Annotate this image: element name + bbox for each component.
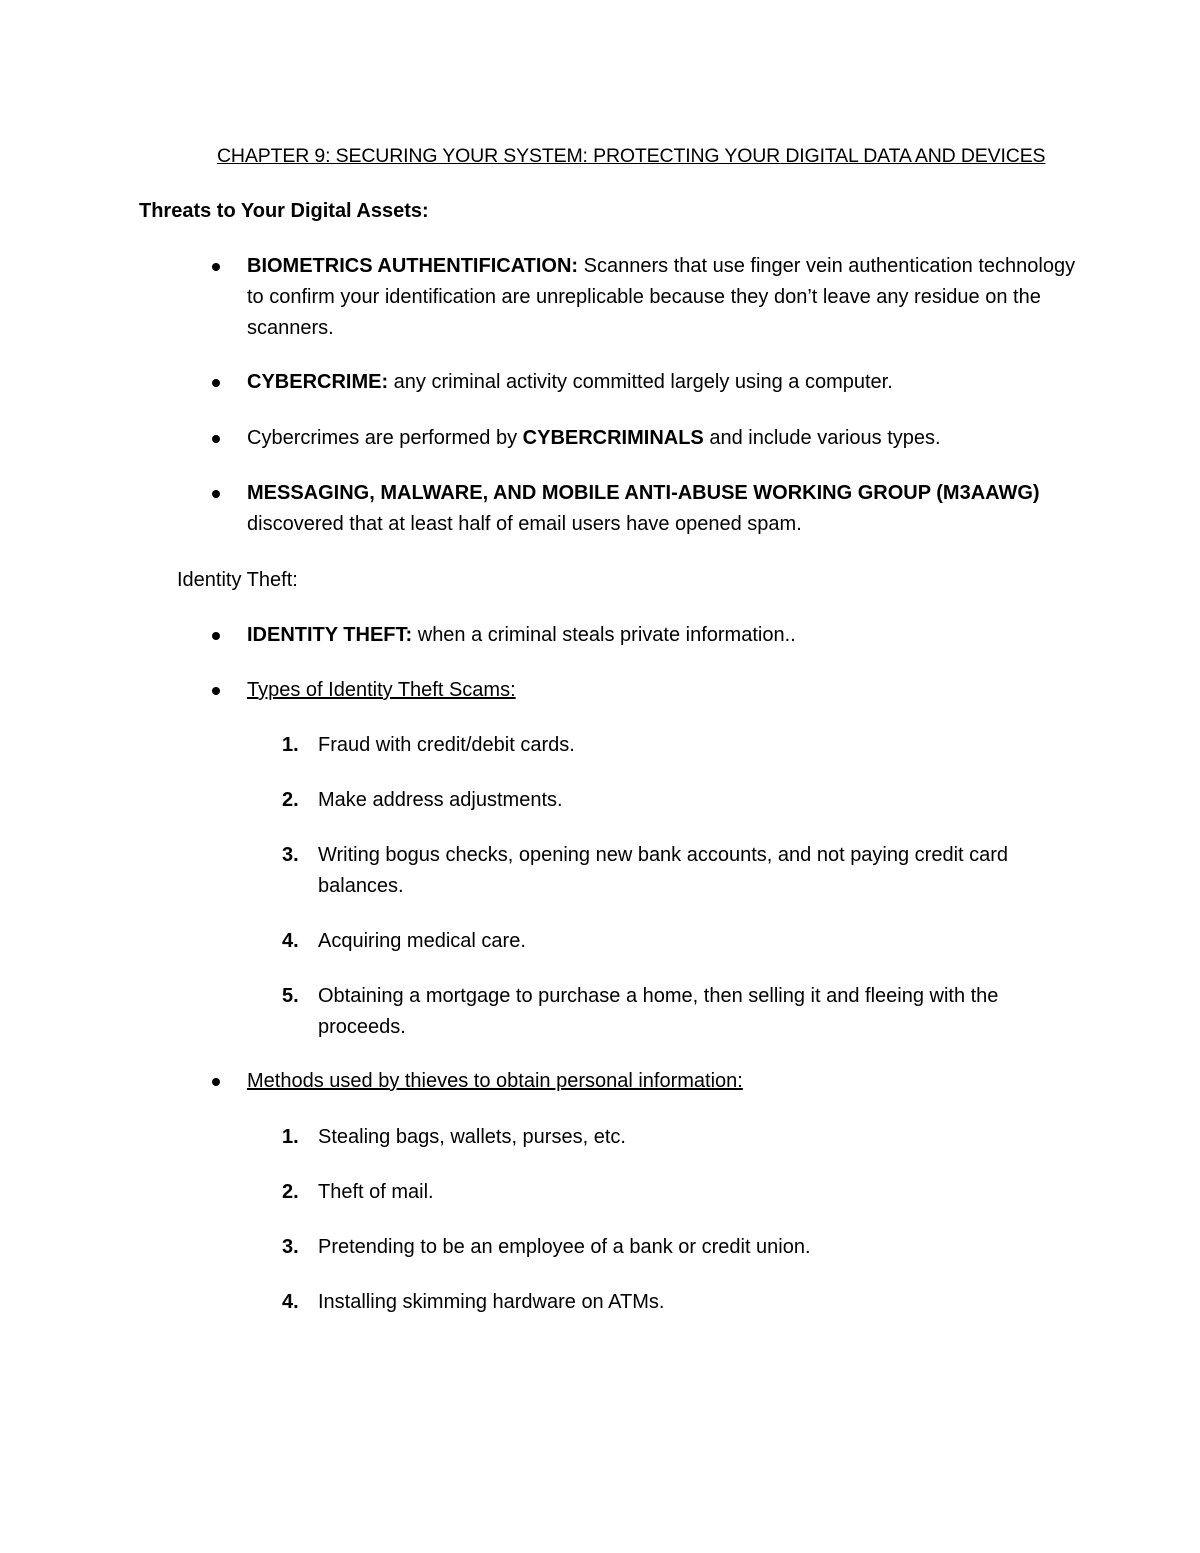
definition: Scanners that use finger vein authentication technology to confirm your identification are unreplicable because they don’t leave any residue on the scanners. <box>247 255 1076 339</box>
definition: any criminal activity committed largely using a computer. <box>388 371 893 393</box>
list-item: Installing skimming hardware on ATMs. <box>318 1291 665 1313</box>
list-number: 3. <box>282 1236 299 1258</box>
term: MESSAGING, MALWARE, AND MOBILE ANTI-ABUSE WORKING GROUP (M3AAWG) <box>247 482 1040 504</box>
list-item: Make address adjustments. <box>318 789 563 811</box>
methods-subheading: Methods used by thieves to obtain personal information: <box>247 1070 743 1092</box>
bullet-icon <box>212 632 220 640</box>
bullet-icon <box>212 1078 220 1086</box>
bullet-icon <box>212 687 220 695</box>
threat-item-cybercrime <box>247 367 1077 398</box>
list-item: Fraud with credit/debit cards. <box>318 734 575 756</box>
term: CYBERCRIMINALS <box>522 427 704 449</box>
list-number: 3. <box>282 844 299 866</box>
list-number: 5. <box>282 985 299 1007</box>
term: CYBERCRIME: <box>247 371 389 393</box>
list-item: Obtaining a mortgage to purchase a home, then selling it and fleeing with the proceeds. <box>318 985 999 1038</box>
definition: discovered that at least half of email users have opened spam. <box>247 513 802 535</box>
list-item: Stealing bags, wallets, purses, etc. <box>318 1126 626 1148</box>
list-number: 4. <box>282 930 299 952</box>
list-item: Pretending to be an employee of a bank or credit union. <box>318 1236 811 1258</box>
term: IDENTITY THEFT: <box>247 624 413 646</box>
list-number: 1. <box>282 1126 299 1148</box>
threat-item-cybercriminals <box>247 423 1077 454</box>
list-item: Theft of mail. <box>318 1181 434 1203</box>
list-item: Writing bogus checks, opening new bank accounts, and not paying credit card balances. <box>318 844 1009 897</box>
list-number: 2. <box>282 789 299 811</box>
scams-subheading: Types of Identity Theft Scams: <box>247 679 516 701</box>
list-number: 1. <box>282 734 299 756</box>
list-number: 2. <box>282 1181 299 1203</box>
lead-text: Cybercrimes are performed by <box>247 427 523 449</box>
list-item: Acquiring medical care. <box>318 930 526 952</box>
bullet-icon <box>212 490 220 498</box>
term: BIOMETRICS AUTHENTIFICATION: <box>247 255 579 277</box>
bullet-icon <box>212 263 220 271</box>
threat-item-biometrics <box>247 251 1077 344</box>
trail-text: and include various types. <box>703 427 941 449</box>
chapter-title: CHAPTER 9: SECURING YOUR SYSTEM: PROTECTING YOUR DIGITAL DATA AND DEVICES <box>217 145 1046 167</box>
bullet-icon <box>212 435 220 443</box>
identity-theft-heading: Identity Theft: <box>177 569 298 591</box>
definition: when a criminal steals private information.. <box>412 624 796 646</box>
list-number: 4. <box>282 1291 299 1313</box>
identity-theft-definition <box>247 620 1077 651</box>
bullet-icon <box>212 379 220 387</box>
threat-item-m3aawg <box>247 478 1067 540</box>
threats-heading: Threats to Your Digital Assets: <box>139 200 429 222</box>
